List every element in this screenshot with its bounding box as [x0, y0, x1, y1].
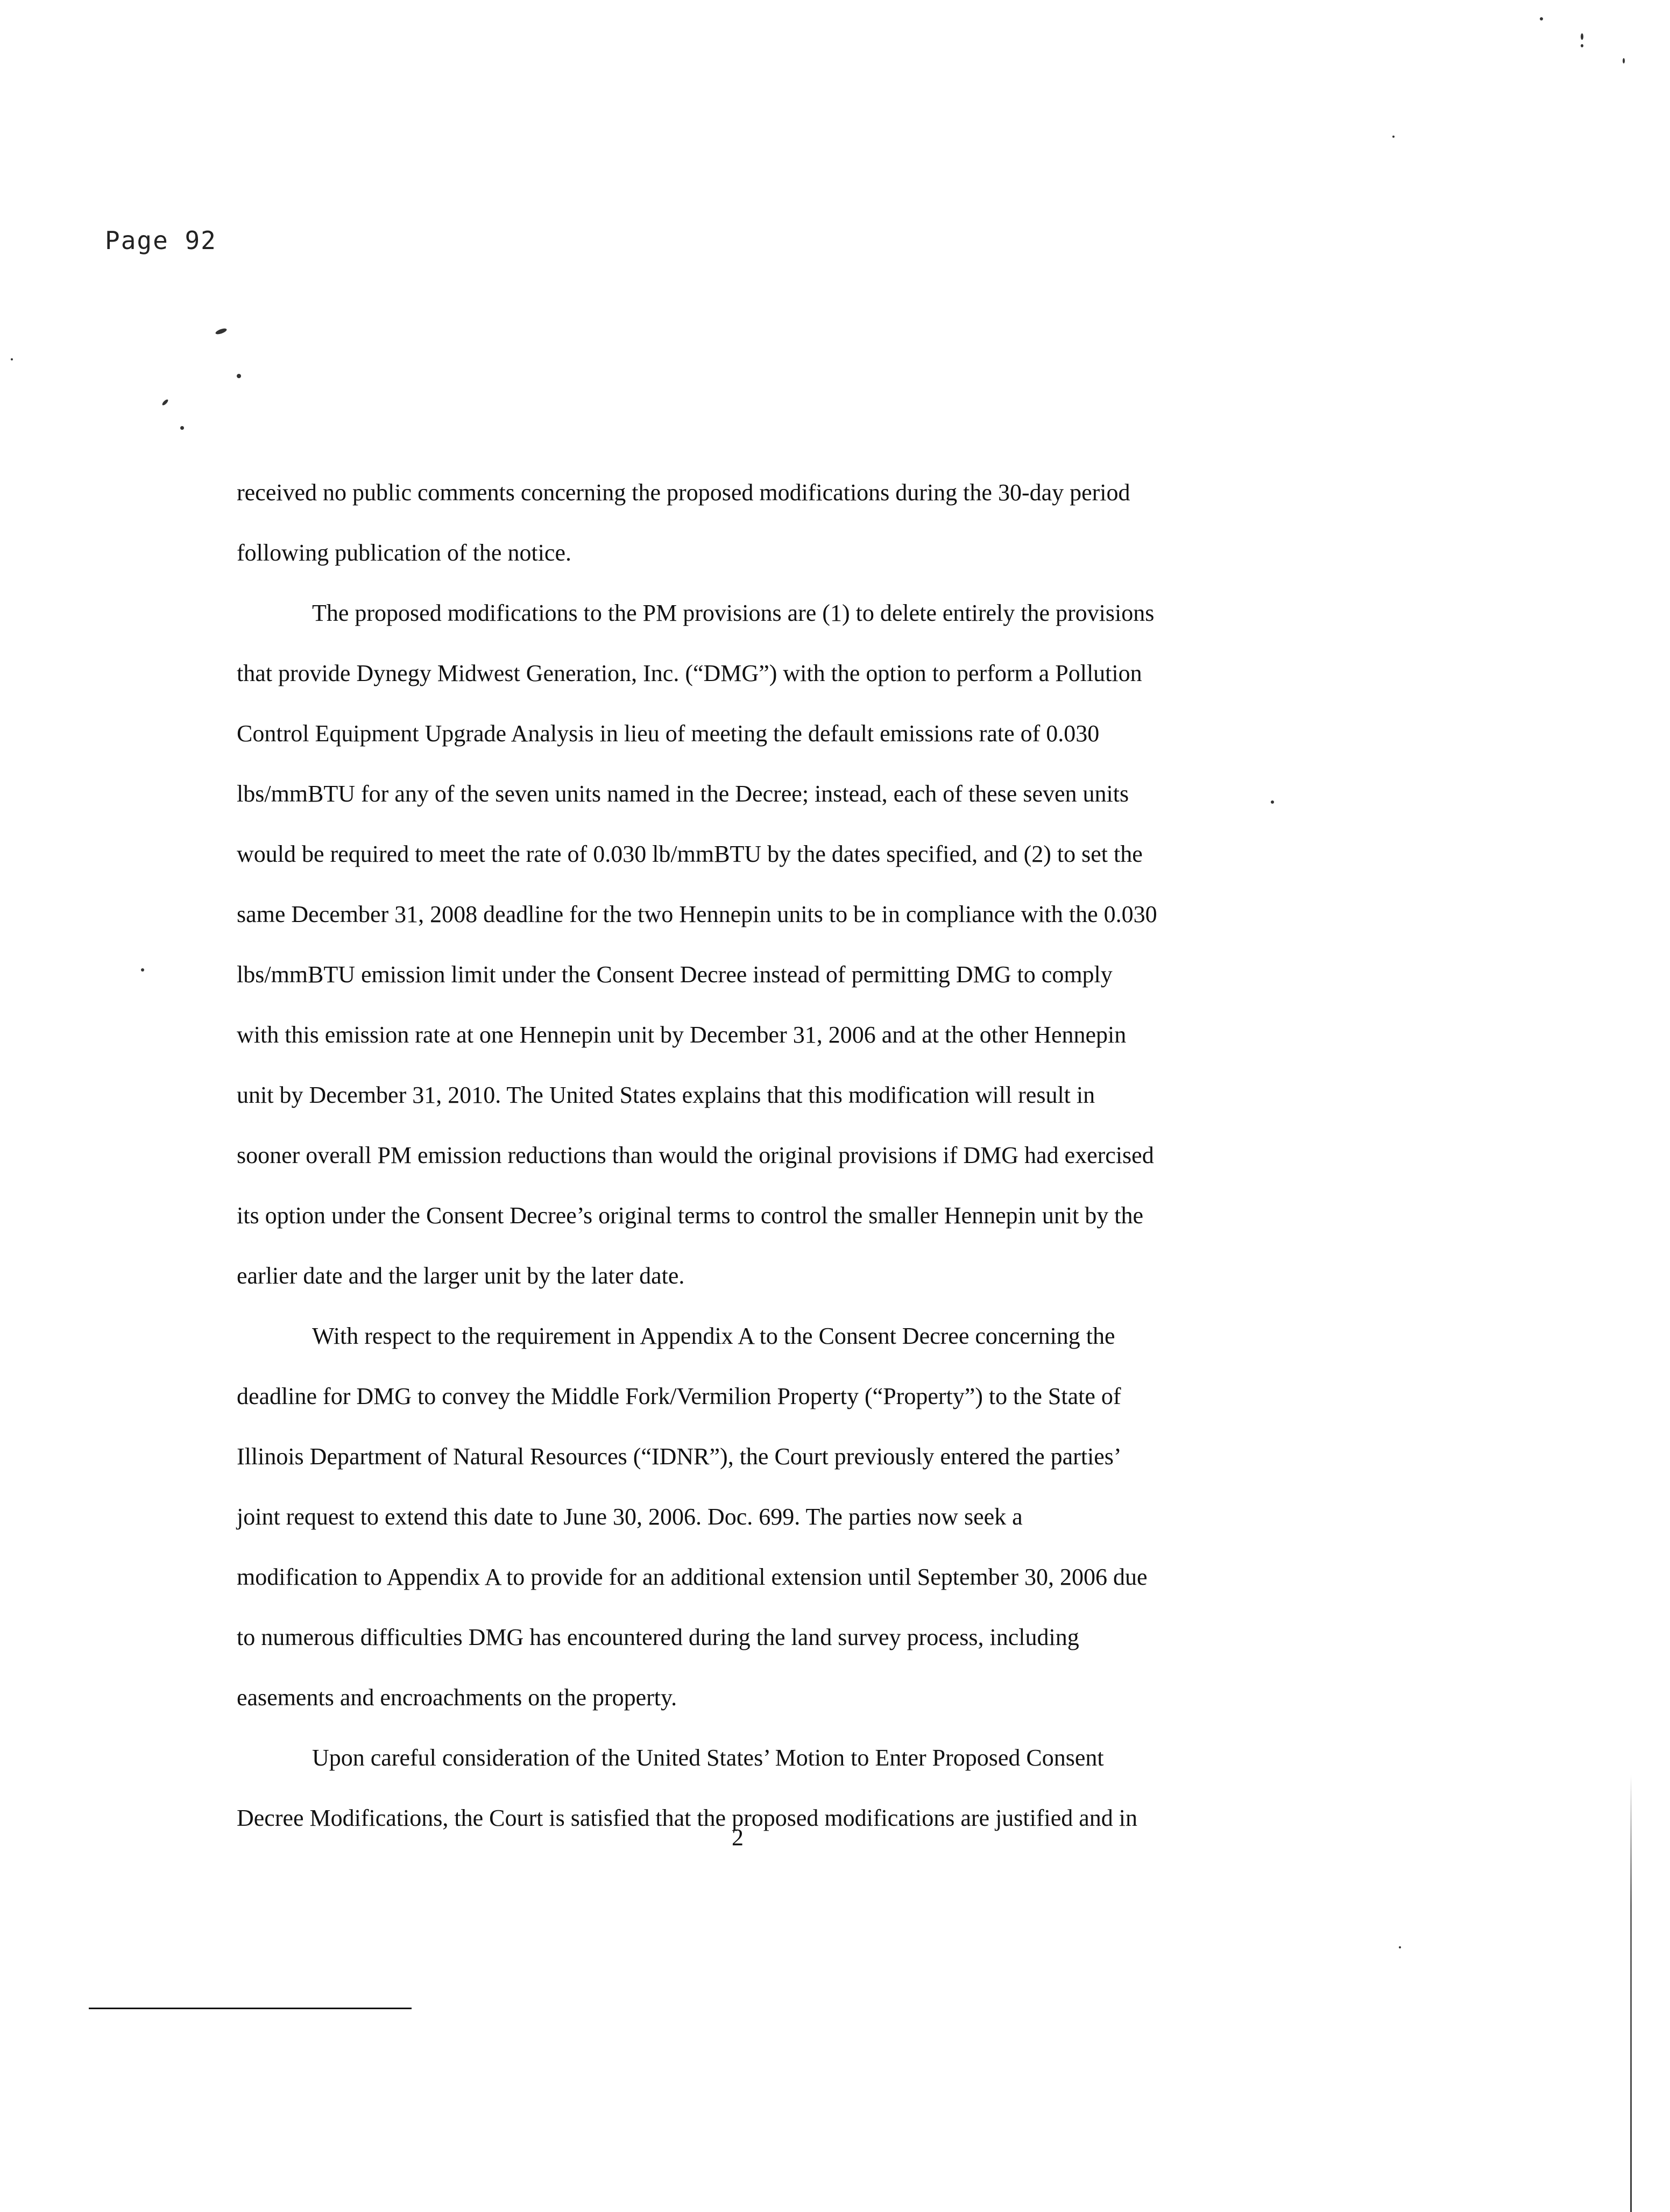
scan-speck: [11, 358, 13, 360]
body-line-22: Upon careful consideration of the United States’ Motion to Enter Proposed Consent: [312, 1745, 1104, 1771]
body-line-6: lbs/mmBTU for any of the seven units named in the Decree; instead, each of these seven units: [237, 781, 1129, 807]
body-line-23: Decree Modifications, the Court is satisfied that the proposed modifications are justified and in: [237, 1805, 1138, 1831]
scan-speck: [161, 399, 169, 406]
scan-speck: [1623, 58, 1625, 63]
scan-speck: [1540, 17, 1543, 20]
body-line-19: modification to Appendix A to provide for an additional extension until September 30, 2006 due: [237, 1564, 1148, 1590]
body-line-2: following publication of the notice.: [237, 540, 571, 566]
scan-speck: [1581, 33, 1583, 40]
scan-speck: [1271, 800, 1274, 804]
body-line-17: Illinois Department of Natural Resources (“IDNR”), the Court previously entered the parties’: [237, 1443, 1122, 1470]
body-line-10: with this emission rate at one Hennepin unit by December 31, 2006 and at the other Hennepin: [237, 1022, 1127, 1048]
body-line-12: sooner overall PM emission reductions than would the original provisions if DMG had exercised: [237, 1142, 1154, 1168]
scan-speck: [215, 327, 227, 335]
scan-speck: [141, 968, 144, 972]
body-line-1: received no public comments concerning the proposed modifications during the 30-day period: [237, 479, 1130, 506]
body-line-4: that provide Dynegy Midwest Generation, Inc. (“DMG”) with the option to perform a Pollution: [237, 660, 1142, 686]
body-line-7: would be required to meet the rate of 0.030 lb/mmBTU by the dates specified, and (2) to set the: [237, 841, 1143, 867]
scan-speck: [180, 426, 184, 430]
body-line-13: its option under the Consent Decree’s original terms to control the smaller Hennepin unit by the: [237, 1202, 1144, 1229]
scan-speck: [1399, 1946, 1401, 1948]
body-line-3: The proposed modifications to the PM provisions are (1) to delete entirely the provisions: [312, 600, 1155, 626]
body-line-9: lbs/mmBTU emission limit under the Consent Decree instead of permitting DMG to comply: [237, 961, 1113, 988]
scan-speck: [1581, 44, 1583, 47]
body-line-14: earlier date and the larger unit by the later date.: [237, 1263, 685, 1289]
footnote-rule: [89, 2008, 412, 2009]
body-line-21: easements and encroachments on the property.: [237, 1684, 677, 1711]
body-line-5: Control Equipment Upgrade Analysis in lieu of meeting the default emissions rate of 0.030: [237, 720, 1100, 747]
page-number: 2: [732, 1824, 744, 1851]
page-label: Page 92: [105, 226, 217, 255]
body-line-15: With respect to the requirement in Appendix A to the Consent Decree concerning the: [312, 1323, 1115, 1349]
scan-speck: [237, 374, 241, 378]
body-line-18: joint request to extend this date to June 30, 2006. Doc. 699. The parties now seek a: [237, 1504, 1023, 1530]
body-line-20: to numerous difficulties DMG has encountered during the land survey process, including: [237, 1624, 1079, 1650]
scan-edge: [1630, 1775, 1632, 2212]
scan-speck: [1392, 136, 1395, 138]
document-body: [237, 463, 1286, 1848]
body-line-8: same December 31, 2008 deadline for the two Hennepin units to be in compliance with the 0.030: [237, 901, 1157, 927]
body-line-11: unit by December 31, 2010. The United States explains that this modification will result in: [237, 1082, 1095, 1108]
body-line-16: deadline for DMG to convey the Middle Fork/Vermilion Property (“Property”) to the State of: [237, 1383, 1121, 1409]
